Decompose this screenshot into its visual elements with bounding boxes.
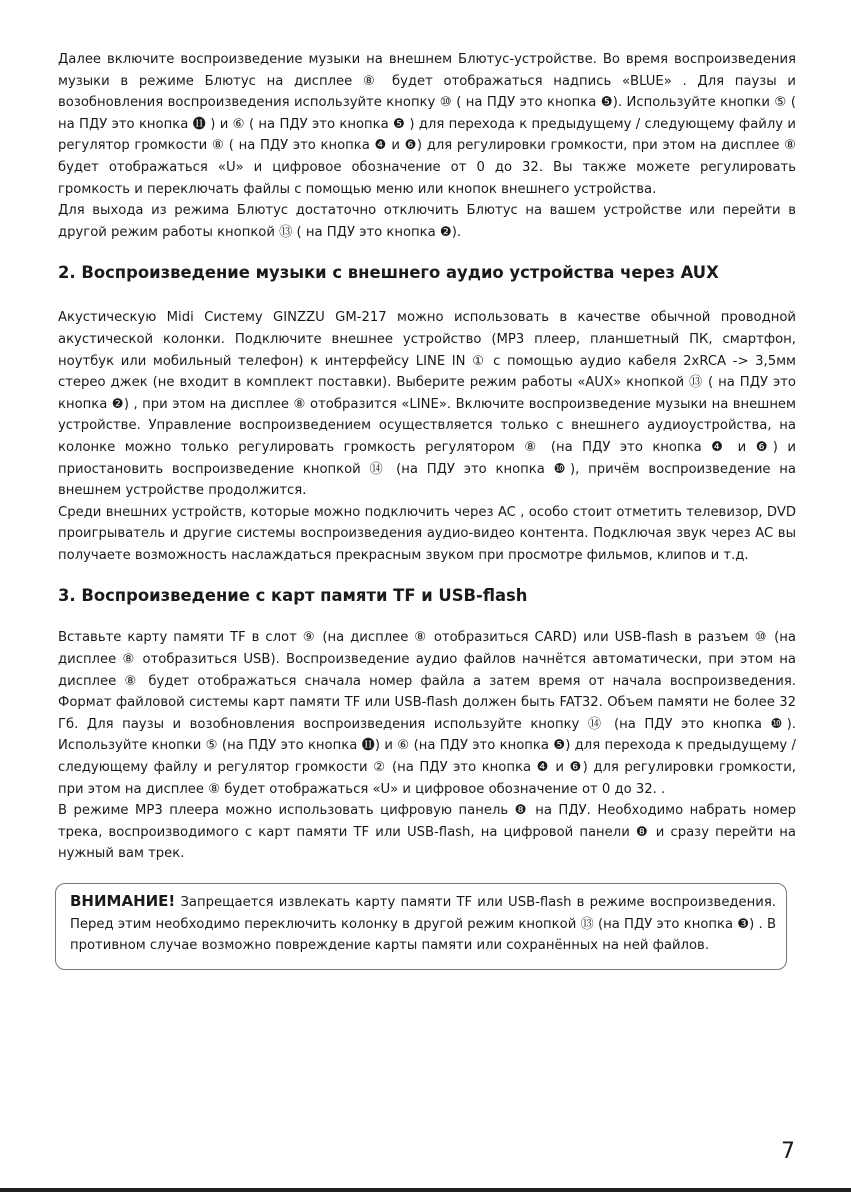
warning-box	[55, 883, 787, 970]
paragraph-bluetooth-exit: Для выхода из режима Блютус достаточно отключить Блютус на вашем устройстве или перейти в другой режим работы кнопкой ⑬ ( на ПДУ это кнопка ❷).	[58, 203, 796, 240]
warning-label: ВНИМАНИЕ!	[70, 892, 176, 910]
paragraph-aux-devices: Среди внешних устройств, которые можно подключить через AC , особо стоит отметить телевизор, DVD проигрыватель и другие системы воспроизведения аудио-видео контента. Подключая звук через AC вы получаете возможность наслаждаться прекрасным звуком при просмотре фильмов, клипов и т.д.	[58, 504, 796, 563]
paragraph-mp3-numpad: В режиме MP3 плеера можно использовать цифровую панель ❽ на ПДУ. Необходимо набрать номер трека, воспроизводимого с карт памяти TF или USB-flash, на цифровой панели ❽ и сразу перейти на нужный вам трек.	[58, 803, 796, 862]
section-heading-tf-usb: 3. Воспроизведение с карт памяти TF и USB-flash	[58, 586, 528, 606]
warning-paragraph	[70, 891, 776, 957]
section-heading-aux: 2. Воспроизведение музыки с внешнего аудио устройства через AUX	[58, 263, 719, 283]
paragraph-bluetooth-playback: Далее включите воспроизведение музыки на внешнем Блютус-устройстве. Во время воспроизведения музыки в режиме Блютус на дисплее ⑧ будет отображаться надпись «BLUE» . Для паузы и возобновления воспроизведения используйте кнопку ⑩ ( на ПДУ это кнопка ❺). Используйте кнопки ⑤ ( на ПДУ это кнопка ⓫ ) и ⑥ ( на ПДУ это кнопка ❺ ) для перехода к предыдущему / следующему файлу и регулятор громкости ⑧ ( на ПДУ это кнопка ❹ и ❻) для регулировки громкости, при этом на дисплее ⑧ будет отображаться «U» и цифровое обозначение от 0 до 32. Вы также можете регулировать громкость и переключать файлы с помощью меню или кнопок внешнего устройства.	[58, 52, 796, 197]
page-number: 7	[781, 1139, 795, 1164]
page-body	[58, 49, 796, 970]
bottom-rule	[0, 1188, 851, 1192]
paragraph-aux-connection: Акустическую Midi Систему GINZZU GM-217 можно использовать в качестве обычной проводной акустической колонки. Подключите внешнее устройство (MP3 плеер, планшетный ПК, смартфон, ноутбук или мобильный телефон) к интерфейсу LINE IN ① с помощью аудио кабеля 2xRCA -> 3,5мм стерео джек (не входит в комплект поставки). Выберите режим работы «AUX» кнопкой ⑬ ( на ПДУ это кнопка ❷) , при этом на дисплее ⑧ отобразится «LINE». Включите воспроизведение музыки на внешнем устройстве. Управление воспроизведением осуществляется только с внешнего аудиоустройства, на колонке можно только регулировать громкость регулятором ⑧ (на ПДУ это кнопка ❹ и ❻) и приостановить воспроизведение кнопкой ⑭ (на ПДУ это кнопка ❿), причём воспроизведение на внешнем устройстве продолжится.	[58, 310, 796, 499]
paragraph-tf-usb-playback: Вставьте карту памяти TF в слот ⑨ (на дисплее ⑧ отобразиться CARD) или USB-flash в разъем ⑩ (на дисплее ⑧ отобразиться USB). Воспроизведение аудио файлов начнётся автоматически, при этом на дисплее ⑧ будет отображаться сначала номер файла а затем время от начала воспроизведения. Формат файловой системы карт памяти TF или USB-flash должен быть FAT32. Объем памяти не более 32 Гб. Для паузы и возобновления воспроизведения используйте кнопку ⑭ (на ПДУ это кнопка ❿). Используйте кнопки ⑤ (на ПДУ это кнопка ⓫) и ⑥ (на ПДУ это кнопка ❺) для перехода к предыдущему / следующему файлу и регулятор громкости ② (на ПДУ это кнопка ❹ и ❻) для регулировки громкости, при этом на дисплее ⑧ будет отображаться «U» и цифровое обозначение от 0 до 32. .	[58, 630, 796, 797]
warning-text: Запрещается извлекать карту памяти TF или USB-flash в режиме воспроизведения. Перед этим необходимо переключить колонку в другой режим кнопкой ⑬ (на ПДУ это кнопка ❸) . В противном случае возможно повреждение карты памяти или сохранённых на ней файлов.	[70, 895, 776, 954]
